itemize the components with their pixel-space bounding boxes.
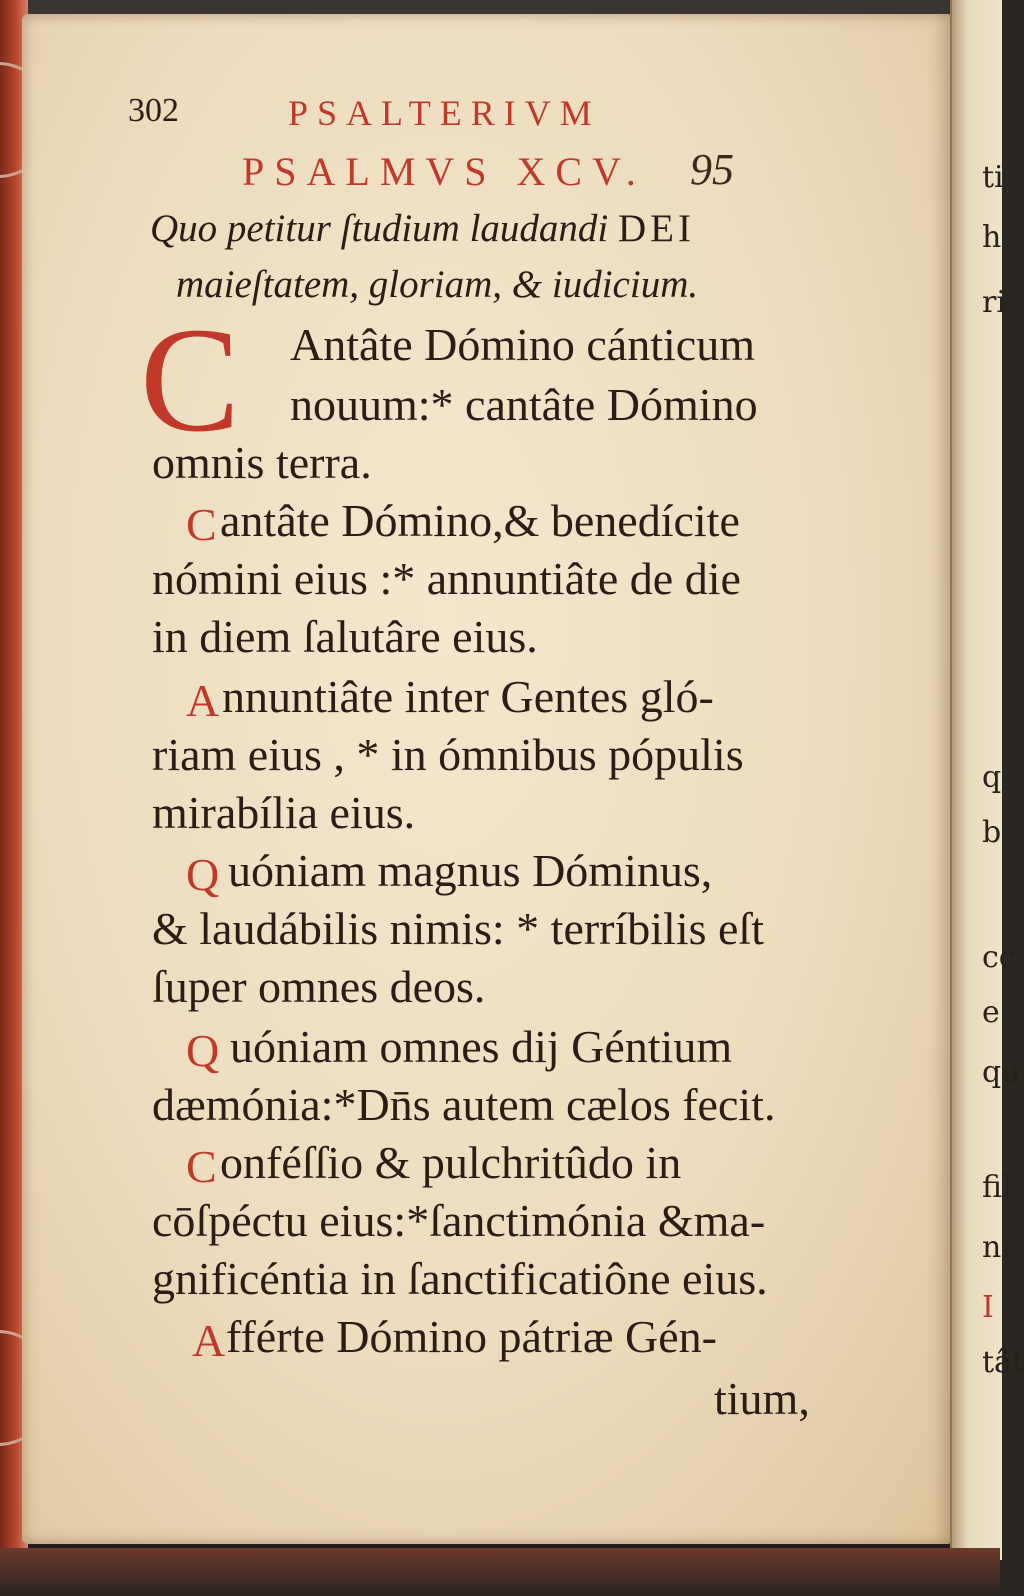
verse-line: uóniam magnus Dóminus, — [228, 845, 713, 896]
argument-line-1 — [150, 206, 695, 251]
page-number: 302 — [128, 92, 179, 129]
facing-fragment: tât — [982, 1345, 1024, 1380]
book-bottom-edge — [0, 1548, 1000, 1596]
facing-fragment: ri — [982, 285, 1006, 320]
verse-line: Antâte Dómino cánticum — [290, 319, 755, 370]
verse-line: & laudábilis nimis: * terríbilis eſt — [152, 903, 764, 954]
argument-line-2: maieſtatem, gloriam, & iudicium. — [176, 263, 699, 306]
facing-fragment: b — [982, 815, 1002, 850]
verse-initial: A — [186, 675, 220, 726]
verse-line: nómini eius :* annuntiâte de die — [152, 553, 741, 604]
verse-line: omnis terra. — [152, 437, 372, 488]
facing-fragment: q — [982, 760, 1002, 795]
facing-fragment: ni — [982, 1230, 1011, 1265]
verse-line: ſuper omnes deos. — [152, 961, 486, 1012]
psalm-heading: PSALMVS XCV. — [242, 149, 646, 194]
facing-fragment: I — [982, 1290, 994, 1325]
facing-page — [950, 0, 1024, 1560]
catchword: tium, — [714, 1373, 810, 1424]
handwritten-psalm-number: 95 — [690, 145, 734, 194]
verse-line: uóniam omnes dij Géntium — [230, 1021, 733, 1072]
verse-line: gnificéntia in ſanctificatiône eius. — [152, 1253, 768, 1304]
verse-line: onféſſio & pulchritûdo in — [220, 1137, 682, 1188]
verse-initial: Q — [186, 849, 220, 900]
verse-initial: C — [186, 499, 217, 550]
verse-initial: A — [192, 1315, 226, 1366]
argument-italic: Quo petitur ſtudium laudandi — [150, 207, 609, 250]
verse-line: antâte Dómino,& benedícite — [220, 495, 740, 546]
facing-fragment: fil — [982, 1170, 1012, 1205]
verse-initial: Q — [186, 1025, 220, 1076]
drop-initial: C — [140, 297, 241, 463]
verse-line: in diem ſalutâre eius. — [152, 611, 538, 662]
facing-fragment: e — [982, 995, 1000, 1030]
facing-fragment: qu — [982, 1055, 1021, 1090]
verse-line: mirabília eius. — [152, 787, 416, 838]
argument-smallcaps: DEI — [618, 207, 695, 250]
facing-fragment: h — [982, 220, 1002, 255]
facing-fragment: ti — [982, 160, 1004, 195]
verse-line: nouum:* cantâte Dómino — [290, 379, 758, 430]
verse-line: fférte Dómino pátriæ Gén- — [226, 1311, 717, 1362]
verse-line: cōſpéctu eius:*ſanctimónia &ma- — [152, 1195, 766, 1246]
running-title: PSALTERIVM — [288, 93, 601, 133]
verse-line: riam eius , * in ómnibus pópulis — [152, 729, 744, 780]
facing-fragment: cc — [982, 940, 1016, 975]
verse-line: dæmónia:*Dn̄s autem cælos fecit. — [152, 1079, 776, 1130]
verse-line: nnuntiâte inter Gentes gló- — [222, 671, 714, 722]
verse-initial: C — [186, 1141, 217, 1192]
